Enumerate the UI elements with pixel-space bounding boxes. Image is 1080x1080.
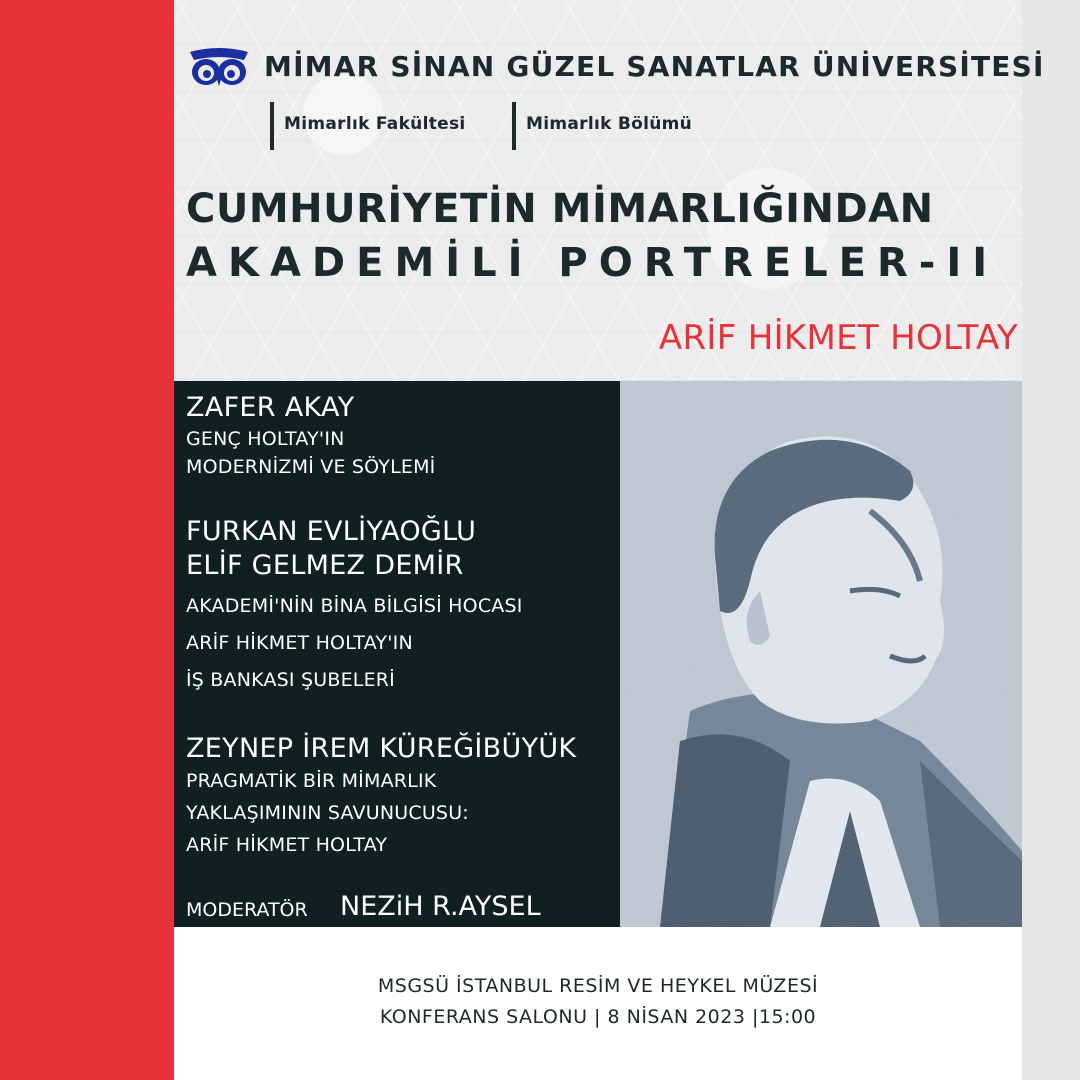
divider <box>512 102 516 150</box>
speaker-name: ZEYNEP İREM KÜREĞİBÜYÜK <box>186 733 577 764</box>
talk-topic-line: GENÇ HOLTAY'IN <box>186 428 345 450</box>
talk-topic-line: ARİF HİKMET HOLTAY <box>186 834 388 856</box>
portrait-photo <box>620 381 1022 927</box>
divider <box>270 102 274 150</box>
date-time-line: KONFERANS SALONU | 8 NİSAN 2023 |15:00 <box>379 1006 817 1028</box>
moderator-name: NEZiH R.AYSEL <box>340 891 541 922</box>
moderator-label: MODERATÖR <box>186 899 308 921</box>
right-side-strip <box>1022 0 1080 1080</box>
red-side-bar <box>0 0 174 1080</box>
speaker-name: ELİF GELMEZ DEMİR <box>186 550 464 581</box>
department-name: Mimarlık Bölümü <box>526 114 693 134</box>
talk-topic-line: AKADEMİ'NİN BİNA BİLGİSİ HOCASI <box>186 595 523 617</box>
event-title-line-1: CUMHURİYETİN MİMARLIĞINDAN <box>186 186 934 232</box>
speaker-name: FURKAN EVLİYAOĞLU <box>186 516 477 547</box>
talk-topic-line: İŞ BANKASI ŞUBELERİ <box>186 669 395 691</box>
talk-topic-line: ARİF HİKMET HOLTAY'IN <box>186 632 413 654</box>
venue-line: MSGSÜ İSTANBUL RESİM VE HEYKEL MÜZESİ <box>377 975 819 997</box>
event-subject: ARİF HİKMET HOLTAY <box>658 318 1018 358</box>
talk-topic-line: MODERNİZMİ VE SÖYLEMİ <box>186 456 436 478</box>
faculty-name: Mimarlık Fakültesi <box>284 114 466 134</box>
event-title-line-2: AKADEMİLİ PORTRELER-II <box>186 240 999 286</box>
speaker-name: ZAFER AKAY <box>186 392 355 423</box>
university-name: MİMAR SİNAN GÜZEL SANATLAR ÜNİVERSİTESİ <box>264 50 1045 83</box>
talk-topic-line: YAKLAŞIMININ SAVUNUCUSU: <box>186 802 469 824</box>
talk-topic-line: PRAGMATİK BİR MİMARLIK <box>186 770 437 792</box>
owl-logo-icon <box>188 46 250 90</box>
